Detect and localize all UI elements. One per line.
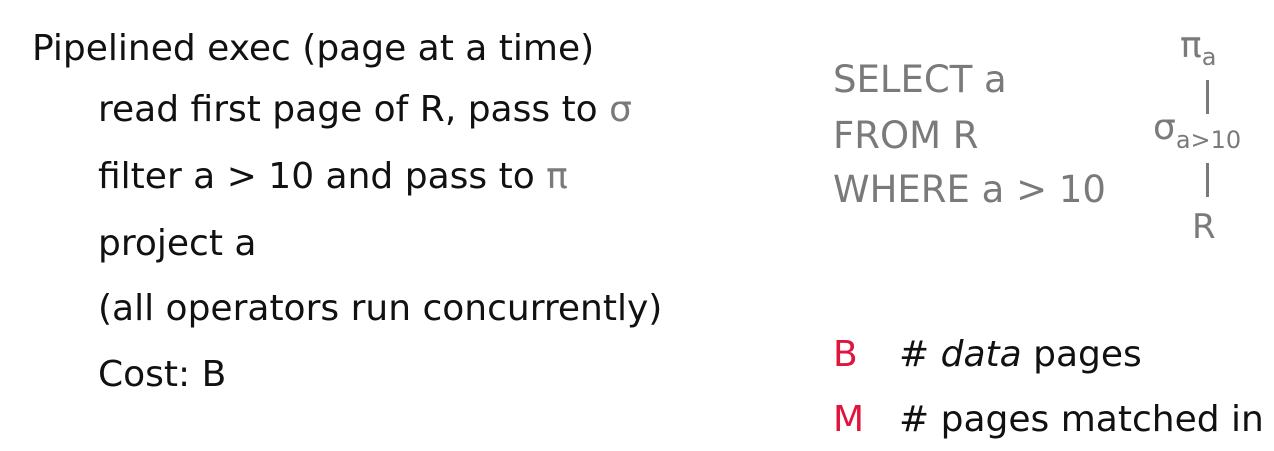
- projection-symbol: π: [1180, 25, 1202, 66]
- step-filter: [98, 155, 568, 199]
- selection-subscript: a>10: [1175, 126, 1242, 154]
- step-project: [98, 222, 256, 266]
- sql-where-text: WHERE a > 10: [833, 168, 1106, 211]
- legend-b-key: B: [833, 334, 858, 375]
- cost-line: [98, 353, 226, 397]
- sql-from-line: [833, 114, 979, 158]
- legend-m-row: [833, 398, 1264, 442]
- pi-symbol: π: [546, 156, 568, 197]
- relation-label: R: [1192, 207, 1216, 247]
- legend-b-rest: pages: [1021, 334, 1142, 375]
- step1-text: read first page of R, pass to: [98, 89, 610, 130]
- cost-text: Cost: B: [98, 354, 227, 395]
- step4-text: (all operators run concurrently): [98, 288, 663, 329]
- step3-text: project a: [98, 223, 257, 264]
- sigma-symbol: σ: [609, 89, 632, 130]
- legend-b-hash: #: [899, 334, 941, 375]
- title-text: Pipelined exec (page at a time): [32, 28, 595, 69]
- sql-select-text: SELECT a: [833, 58, 1007, 101]
- projection-subscript: a: [1201, 43, 1217, 71]
- step2-text: filter a > 10 and pass to: [98, 156, 547, 197]
- slide-title: [32, 27, 594, 71]
- step-concurrency-note: [98, 287, 662, 331]
- sql-select-line: [833, 58, 1007, 102]
- legend-b-italic: data: [940, 334, 1022, 375]
- plan-selection-node: [1153, 107, 1242, 154]
- sql-where-line: [833, 168, 1106, 212]
- plan-projection-node: [1180, 26, 1216, 69]
- legend-b-row: [833, 333, 1142, 377]
- legend-m-key: M: [833, 399, 865, 440]
- plan-relation-node: [1192, 207, 1216, 247]
- sql-from-text: FROM R: [833, 114, 979, 157]
- step-read-first-page: [98, 88, 632, 132]
- plan-edge-bottom: [1206, 163, 1209, 197]
- legend-m-text: # pages matched in: [899, 399, 1264, 440]
- selection-symbol: σ: [1153, 107, 1176, 148]
